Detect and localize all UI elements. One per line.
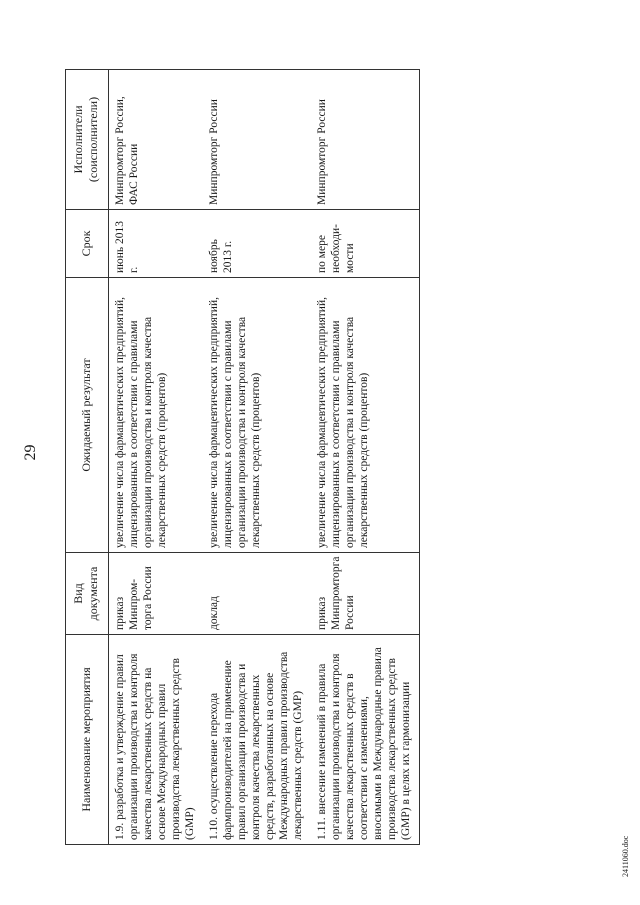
cell-deadline: ноябрь 2013 г.: [203, 210, 311, 278]
cell-expected-result: увеличение числа фармацевтических предприятий, лицензированных в соответствии с правилами организации производства и контроля качества лекарственных средств (процентов): [109, 278, 204, 553]
cell-expected-result: увеличение числа фармацевтических предприятий, лицензированных в соответствии с правилами организации производства и контроля качества лекарственных средств (процентов): [203, 278, 311, 553]
header-measure-name: Наименование мероприятия: [66, 635, 109, 845]
table-row: [203, 70, 311, 845]
measures-table: [65, 69, 420, 845]
cell-document-type: приказ Минпромторга России: [311, 553, 420, 635]
table-header-row: [66, 70, 109, 845]
cell-executors: Минпромторг России, ФАС России: [109, 70, 204, 210]
table-row: [311, 70, 420, 845]
cell-executors: Минпромторг России: [203, 70, 311, 210]
cell-document-type: приказ Минпром-торга России: [109, 553, 204, 635]
header-deadline: Срок: [66, 210, 109, 278]
cell-document-type: доклад: [203, 553, 311, 635]
cell-measure-name: 1.9. разработка и утверждение правил организации производства и контроля качества лекарственных средств на основе Международных правил производства лекарственных средств (GMP): [109, 635, 204, 845]
header-expected-result: Ожидаемый результат: [66, 278, 109, 553]
file-stamp: 2411060.doc: [621, 835, 630, 877]
page-number: 29: [22, 444, 39, 461]
cell-expected-result: увеличение числа фармацевтических предприятий, лицензированных в соответствии с правилами организации производства и контроля качества лекарственных средств (процентов): [311, 278, 420, 553]
header-executors: Исполнители (соисполнители): [66, 70, 109, 210]
cell-measure-name: 1.11. внесение изменений в правила организации производства и контроля качества лекарственных средств в соответствии с изменениями, вносимыми в Международные правила производства лекарственных средств (GMP) в целях их гармонизации: [311, 635, 420, 845]
table-row: [109, 70, 204, 845]
cell-deadline: июнь 2013 г.: [109, 210, 204, 278]
cell-deadline: по мере необходи-мости: [311, 210, 420, 278]
cell-executors: Минпромторг России: [311, 70, 420, 210]
cell-measure-name: 1.10. осуществление перехода фармпроизводителей на применение правил организации производства и контроля качества лекарственных средств, разработанных на основе Международных правил производства лекарственных средств (GMP): [203, 635, 311, 845]
header-document-type: Вид документа: [66, 553, 109, 635]
